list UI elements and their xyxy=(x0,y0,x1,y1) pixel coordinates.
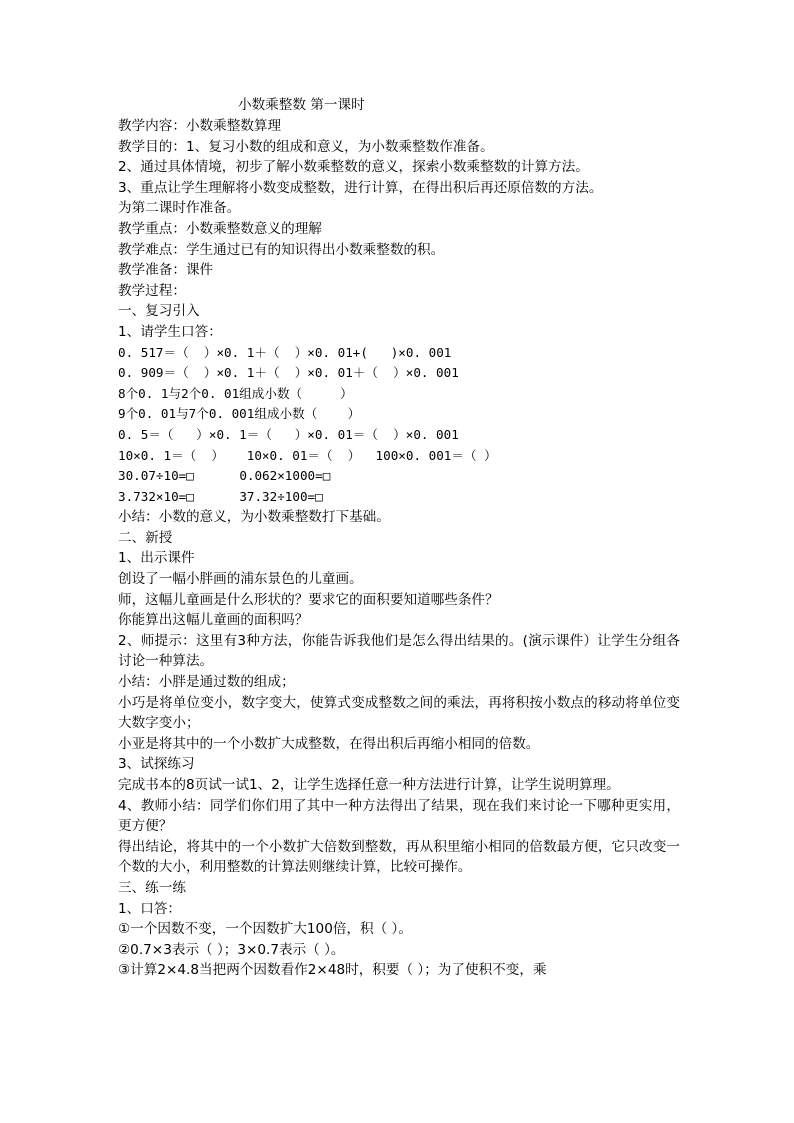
teaching-preparation-line: 教学准备：课件 xyxy=(118,262,214,279)
teaching-goal-line-3: 3、重点让学生理解将小数变成整数，进行计算，在得出积后再还原倍数的方法。 xyxy=(118,179,603,196)
teaching-process-heading: 教学过程： xyxy=(118,282,186,299)
section-heading-new-lesson: 二、新授 xyxy=(118,529,173,546)
step-heading: 1、口答： xyxy=(118,900,182,917)
question-line: ③计算2×4.8当把两个因数看作2×48时，积要（ ）；为了使积不变，乘 xyxy=(118,962,547,979)
teaching-difficulty-line: 教学难点：学生通过已有的知识得出小数乘整数的积。 xyxy=(118,241,445,258)
paragraph-line: 创设了一幅小胖画的浦东景色的儿童画。 xyxy=(118,571,363,588)
exercise-line: 8个0. 1与2个0. 01组成小数（ ） xyxy=(118,385,353,401)
summary-line: 小结：小数的意义，为小数乘整数打下基础。 xyxy=(118,509,390,526)
paragraph-line: 师，这幅儿童画是什么形状的？要求它的面积要知道哪些条件？ xyxy=(118,591,499,608)
summary-line: 小结：小胖是通过数的组成； xyxy=(118,674,295,691)
exercise-line: 10×0. 1＝（ ） 10×0. 01＝（ ） 100×0. 001＝（ ） xyxy=(118,447,497,463)
teaching-content-line: 教学内容：小数乘整数算理 xyxy=(118,118,282,134)
paragraph-block: 2、师提示：这里有3种方法，你能告诉我他们是怎么得出结果的。(演示课件）让学生分组各讨论一种算法。 xyxy=(118,632,680,670)
exercise-line: 0. 5＝（ ）×0. 1＝（ ）×0. 01＝（ ）×0. 001 xyxy=(118,426,459,442)
exercise-line: 0. 909＝（ ）×0. 1＋（ ）×0. 01＋（ ）×0. 001 xyxy=(118,365,459,381)
paragraph-block: 完成书本的8页试一试1、2，让学生选择任意一种方法进行计算，让学生说明算理。 xyxy=(118,777,620,793)
step-heading: 1、出示课件 xyxy=(118,550,195,567)
exercise-line: 0. 517＝（ ）×0. 1＋（ ）×0. 01+( )×0. 001 xyxy=(118,344,452,360)
paragraph-line: 小亚是将其中的一个小数扩大成整数，在得出积后再缩小相同的倍数。 xyxy=(118,735,540,752)
lesson-plan-body xyxy=(118,94,680,981)
teaching-goal-line-2: 2、通过具体情境，初步了解小数乘整数的意义，探索小数乘整数的计算方法。 xyxy=(118,159,589,176)
teaching-goal-line-1: 教学目的：1、复习小数的组成和意义，为小数乘整数作准备。 xyxy=(118,138,494,155)
teaching-goal-line-4: 为第二课时作准备。 xyxy=(118,200,241,217)
paragraph-block: 小巧是将单位变小，数字变大，使算式变成整数之间的乘法，再将积按小数点的移动将单位变大数字变小； xyxy=(118,694,680,732)
section-heading-practice: 三、练一练 xyxy=(118,879,186,896)
paragraph-block: 得出结论，将其中的一个小数扩大倍数到整数，再从积里缩小相同的倍数最方便，它只改变一个数的大小，利用整数的计算法则继续计算，比较可操作。 xyxy=(118,838,680,876)
section-heading-review: 一、复习引入 xyxy=(118,303,200,320)
question-line: ②0.7×3表示（ ）；3×0.7表示（ ）。 xyxy=(118,941,345,958)
exercise-line: 3.732×10=□ 37.32÷100=□ xyxy=(118,488,323,504)
exercise-line: 30.07÷10=□ 0.062×1000=□ xyxy=(118,468,331,484)
page-title: 小数乘整数 第一课时 xyxy=(238,97,365,113)
step-heading: 3、试探练习 xyxy=(118,756,195,773)
oral-answer-heading: 1、请学生口答： xyxy=(118,323,222,340)
question-line: ①一个因数不变，一个因数扩大100倍，积（ ）。 xyxy=(118,921,412,938)
teaching-focus-line: 教学重点：小数乘整数意义的理解 xyxy=(118,220,322,237)
exercise-line: 9个0. 01与7个0. 001组成小数（ ） xyxy=(118,406,361,422)
paragraph-line: 你能算出这幅儿童画的面积吗？ xyxy=(118,612,309,629)
paragraph-block: 4、教师小结：同学们你们用了其中一种方法得出了结果，现在我们来讨论一下哪种更实用，更方便？ xyxy=(118,797,680,835)
